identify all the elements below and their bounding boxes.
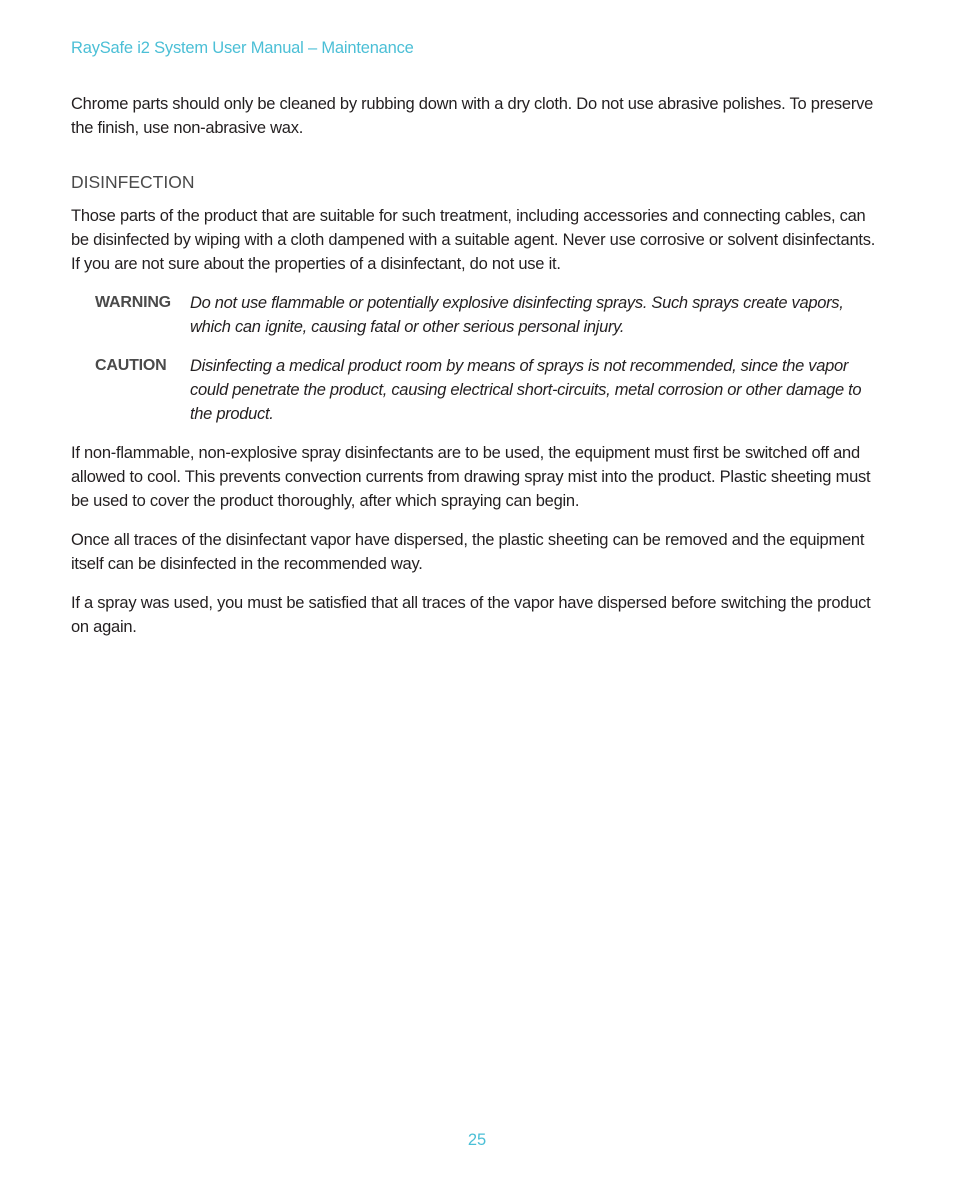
warning-label: WARNING bbox=[95, 294, 171, 311]
caution-label: CAUTION bbox=[95, 357, 167, 374]
warning-text: Do not use flammable or potentially explosive disinfecting sprays. Such sprays create vapors, which can ignite, causing fatal or other serious personal injury. bbox=[190, 294, 844, 336]
section-heading-disinfection: DISINFECTION bbox=[71, 172, 195, 192]
warning-notice bbox=[71, 291, 886, 339]
vapor-dispersed-paragraph: Once all traces of the disinfectant vapor have dispersed, the plastic sheeting can be removed and the equipment itself can be disinfected in the recommended way. bbox=[71, 531, 865, 573]
page-content bbox=[71, 92, 886, 654]
running-header: RaySafe i2 System User Manual – Maintenance bbox=[71, 39, 414, 57]
disinfection-intro-paragraph: Those parts of the product that are suitable for such treatment, including accessories and connecting cables, can be disinfected by wiping with a cloth dampened with a suitable agent. Never use corrosive or solvent disinfectants. If you are not sure about the properties of a disinfectant, do not use it. bbox=[71, 207, 876, 273]
caution-text: Disinfecting a medical product room by means of sprays is not recommended, since the vapor could penetrate the product, causing electrical short-circuits, metal corrosion or other damage to the product. bbox=[190, 357, 862, 423]
page-number: 25 bbox=[467, 1131, 487, 1149]
caution-notice bbox=[71, 354, 886, 426]
chrome-cleaning-paragraph: Chrome parts should only be cleaned by rubbing down with a dry cloth. Do not use abrasive polishes. To preserve the finish, use non-abrasive wax. bbox=[71, 95, 873, 137]
switch-on-paragraph: If a spray was used, you must be satisfied that all traces of the vapor have dispersed before switching the product on again. bbox=[71, 594, 871, 636]
spray-disinfectant-paragraph: If non-flammable, non-explosive spray disinfectants are to be used, the equipment must first be switched off and allowed to cool. This prevents convection currents from drawing spray mist into the product. Plastic sheeting must be used to cover the product thoroughly, after which spraying can begin. bbox=[71, 444, 871, 510]
